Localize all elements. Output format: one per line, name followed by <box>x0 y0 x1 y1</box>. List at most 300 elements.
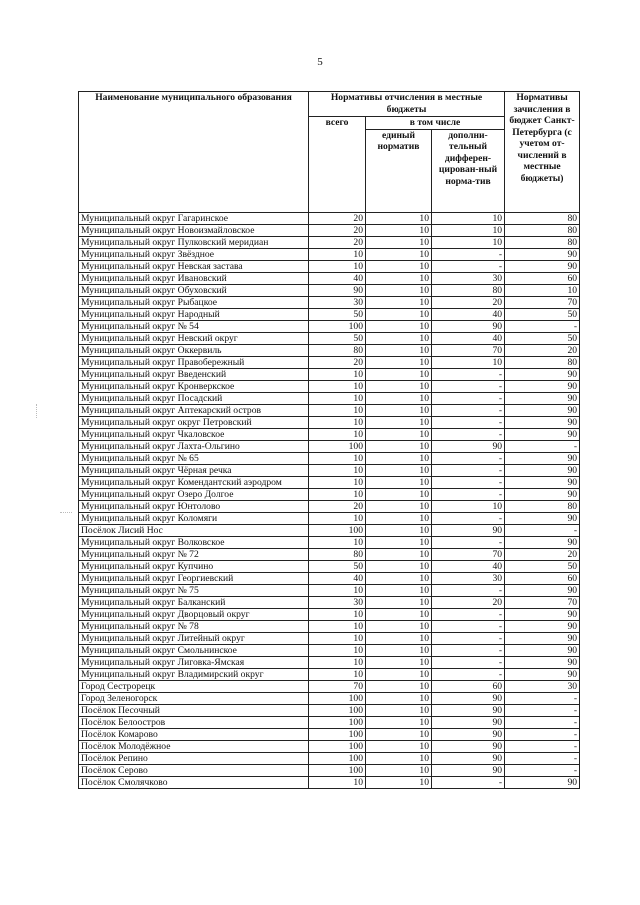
table-row <box>79 464 580 476</box>
cell-spb: 20 <box>505 548 580 560</box>
cell-unified: 10 <box>366 728 432 740</box>
cell-spb: 90 <box>505 512 580 524</box>
table-row <box>79 548 580 560</box>
table-row <box>79 596 580 608</box>
cell-additional: - <box>432 536 505 548</box>
cell-unified: 10 <box>366 596 432 608</box>
cell-total: 80 <box>309 344 366 356</box>
cell-name: Муниципальный округ № 78 <box>79 620 309 632</box>
cell-total: 20 <box>309 500 366 512</box>
table-row <box>79 752 580 764</box>
table-row <box>79 416 580 428</box>
cell-total: 70 <box>309 680 366 692</box>
cell-spb: 30 <box>505 680 580 692</box>
cell-total: 100 <box>309 440 366 452</box>
cell-unified: 10 <box>366 440 432 452</box>
cell-additional: 10 <box>432 500 505 512</box>
cell-total: 50 <box>309 560 366 572</box>
cell-total: 30 <box>309 596 366 608</box>
cell-total: 100 <box>309 524 366 536</box>
table-row <box>79 488 580 500</box>
table-row <box>79 608 580 620</box>
cell-name: Посёлок Комарово <box>79 728 309 740</box>
cell-name: Муниципальный округ Комендантский аэродром <box>79 476 309 488</box>
table-row <box>79 560 580 572</box>
table-header <box>79 92 580 213</box>
cell-additional: 90 <box>432 716 505 728</box>
cell-unified: 10 <box>366 428 432 440</box>
cell-unified: 10 <box>366 380 432 392</box>
cell-unified: 10 <box>366 752 432 764</box>
header-including: в том числе <box>366 117 505 130</box>
cell-total: 10 <box>309 536 366 548</box>
cell-additional: - <box>432 368 505 380</box>
cell-unified: 10 <box>366 392 432 404</box>
table-row <box>79 332 580 344</box>
cell-additional: - <box>432 620 505 632</box>
cell-name: Муниципальный округ Звёздное <box>79 248 309 260</box>
table-row <box>79 728 580 740</box>
cell-unified: 10 <box>366 776 432 788</box>
table-row <box>79 212 580 224</box>
table-row <box>79 776 580 788</box>
cell-unified: 10 <box>366 332 432 344</box>
table-row <box>79 308 580 320</box>
cell-additional: - <box>432 644 505 656</box>
cell-unified: 10 <box>366 716 432 728</box>
table-row <box>79 224 580 236</box>
cell-unified: 10 <box>366 560 432 572</box>
cell-total: 10 <box>309 512 366 524</box>
cell-total: 10 <box>309 416 366 428</box>
cell-additional: 90 <box>432 692 505 704</box>
header-spb: Нормативы зачисления в бюджет Санкт-Петербурга (с учетом от-числений в местные бюджеты) <box>505 92 580 213</box>
cell-unified: 10 <box>366 500 432 512</box>
table-row <box>79 572 580 584</box>
cell-unified: 10 <box>366 680 432 692</box>
cell-name: Посёлок Смолячково <box>79 776 309 788</box>
cell-spb: 90 <box>505 476 580 488</box>
cell-name: Муниципальный округ № 72 <box>79 548 309 560</box>
cell-additional: 90 <box>432 440 505 452</box>
cell-additional: 40 <box>432 332 505 344</box>
cell-unified: 10 <box>366 248 432 260</box>
table-row <box>79 248 580 260</box>
cell-additional: 10 <box>432 356 505 368</box>
cell-total: 100 <box>309 764 366 776</box>
cell-name: Муниципальный округ Юнтолово <box>79 500 309 512</box>
table-row <box>79 644 580 656</box>
cell-total: 100 <box>309 740 366 752</box>
table-row <box>79 260 580 272</box>
cell-spb: 80 <box>505 500 580 512</box>
cell-spb: 90 <box>505 392 580 404</box>
cell-name: Посёлок Серово <box>79 764 309 776</box>
table-row <box>79 680 580 692</box>
cell-additional: 70 <box>432 548 505 560</box>
cell-unified: 10 <box>366 536 432 548</box>
scan-artifact <box>36 404 45 418</box>
cell-additional: 90 <box>432 704 505 716</box>
cell-name: Муниципальный округ Георгиевский <box>79 572 309 584</box>
cell-total: 10 <box>309 368 366 380</box>
cell-additional: 60 <box>432 680 505 692</box>
cell-spb: 70 <box>505 296 580 308</box>
cell-total: 10 <box>309 380 366 392</box>
cell-total: 10 <box>309 608 366 620</box>
cell-spb: 60 <box>505 572 580 584</box>
cell-spb: 50 <box>505 308 580 320</box>
cell-unified: 10 <box>366 656 432 668</box>
cell-total: 50 <box>309 332 366 344</box>
cell-unified: 10 <box>366 572 432 584</box>
cell-unified: 10 <box>366 548 432 560</box>
table-row <box>79 620 580 632</box>
cell-name: Муниципальный округ Владимирский округ <box>79 668 309 680</box>
cell-additional: 10 <box>432 212 505 224</box>
cell-name: Муниципальный округ Балканский <box>79 596 309 608</box>
cell-additional: 90 <box>432 524 505 536</box>
cell-name: Муниципальный округ Купчино <box>79 560 309 572</box>
cell-spb: 90 <box>505 608 580 620</box>
cell-additional: 90 <box>432 764 505 776</box>
header-name: Наименование муниципального образования <box>79 92 309 213</box>
cell-additional: - <box>432 488 505 500</box>
cell-total: 10 <box>309 584 366 596</box>
cell-unified: 10 <box>366 416 432 428</box>
table-row <box>79 428 580 440</box>
cell-name: Муниципальный округ № 75 <box>79 584 309 596</box>
cell-spb: 90 <box>505 464 580 476</box>
cell-name: Муниципальный округ Обуховский <box>79 284 309 296</box>
table-row <box>79 368 580 380</box>
cell-name: Муниципальный округ Рыбацкое <box>79 296 309 308</box>
cell-spb: 90 <box>505 632 580 644</box>
cell-spb: - <box>505 440 580 452</box>
cell-spb: 90 <box>505 536 580 548</box>
header-norms-local: Нормативы отчисления в местные бюджеты <box>309 92 505 117</box>
cell-additional: - <box>432 464 505 476</box>
cell-additional: 80 <box>432 284 505 296</box>
cell-name: Муниципальный округ Народный <box>79 308 309 320</box>
cell-spb: - <box>505 320 580 332</box>
cell-name: Город Зеленогорск <box>79 692 309 704</box>
table-row <box>79 380 580 392</box>
cell-spb: 60 <box>505 272 580 284</box>
cell-total: 90 <box>309 284 366 296</box>
cell-total: 100 <box>309 716 366 728</box>
cell-name: Муниципальный округ Литейный округ <box>79 632 309 644</box>
cell-name: Муниципальный округ Лиговка-Ямская <box>79 656 309 668</box>
cell-spb: 90 <box>505 416 580 428</box>
table-row <box>79 704 580 716</box>
cell-additional: 90 <box>432 740 505 752</box>
cell-additional: 90 <box>432 728 505 740</box>
cell-total: 10 <box>309 668 366 680</box>
cell-spb: 50 <box>505 332 580 344</box>
cell-name: Муниципальный округ Смольнинское <box>79 644 309 656</box>
cell-spb: 90 <box>505 248 580 260</box>
table-row <box>79 656 580 668</box>
cell-name: Муниципальный округ Дворцовый округ <box>79 608 309 620</box>
cell-additional: - <box>432 632 505 644</box>
cell-total: 10 <box>309 392 366 404</box>
cell-additional: 40 <box>432 560 505 572</box>
cell-unified: 10 <box>366 512 432 524</box>
cell-total: 20 <box>309 224 366 236</box>
table-row <box>79 296 580 308</box>
header-additional: дополни-тельный дифферен-цирован-ный норма-тив <box>432 129 505 212</box>
cell-additional: - <box>432 584 505 596</box>
cell-spb: 90 <box>505 584 580 596</box>
cell-spb: 90 <box>505 260 580 272</box>
table-row <box>79 320 580 332</box>
cell-unified: 10 <box>366 356 432 368</box>
cell-unified: 10 <box>366 704 432 716</box>
cell-unified: 10 <box>366 236 432 248</box>
cell-name: Муниципальный округ № 65 <box>79 452 309 464</box>
cell-total: 10 <box>309 656 366 668</box>
cell-spb: - <box>505 728 580 740</box>
cell-unified: 10 <box>366 452 432 464</box>
table-row <box>79 392 580 404</box>
cell-total: 40 <box>309 272 366 284</box>
table-row <box>79 740 580 752</box>
cell-unified: 10 <box>366 488 432 500</box>
table-row <box>79 500 580 512</box>
cell-spb: 90 <box>505 644 580 656</box>
cell-total: 10 <box>309 620 366 632</box>
cell-name: Посёлок Молодёжное <box>79 740 309 752</box>
table-row <box>79 716 580 728</box>
cell-additional: - <box>432 260 505 272</box>
cell-name: Муниципальный округ Чкаловское <box>79 428 309 440</box>
cell-unified: 10 <box>366 272 432 284</box>
cell-unified: 10 <box>366 620 432 632</box>
cell-total: 40 <box>309 572 366 584</box>
cell-name: Муниципальный округ Лахта-Ольгино <box>79 440 309 452</box>
cell-spb: 70 <box>505 596 580 608</box>
cell-total: 100 <box>309 728 366 740</box>
cell-additional: 70 <box>432 344 505 356</box>
cell-unified: 10 <box>366 632 432 644</box>
cell-name: Муниципальный округ Гагаринское <box>79 212 309 224</box>
cell-name: Муниципальный округ Посадский <box>79 392 309 404</box>
table-row <box>79 668 580 680</box>
cell-additional: - <box>432 392 505 404</box>
cell-name: Муниципальный округ Озеро Долгое <box>79 488 309 500</box>
cell-name: Посёлок Репино <box>79 752 309 764</box>
cell-total: 10 <box>309 452 366 464</box>
cell-spb: 20 <box>505 344 580 356</box>
cell-additional: - <box>432 404 505 416</box>
cell-unified: 10 <box>366 764 432 776</box>
cell-total: 10 <box>309 644 366 656</box>
cell-additional: 30 <box>432 572 505 584</box>
table-row <box>79 536 580 548</box>
cell-total: 100 <box>309 704 366 716</box>
cell-unified: 10 <box>366 524 432 536</box>
table-body <box>79 212 580 788</box>
cell-unified: 10 <box>366 476 432 488</box>
cell-spb: - <box>505 716 580 728</box>
cell-name: Муниципальный округ Чёрная речка <box>79 464 309 476</box>
cell-name: Муниципальный округ Аптекарский остров <box>79 404 309 416</box>
table-row <box>79 632 580 644</box>
table-row <box>79 524 580 536</box>
cell-total: 50 <box>309 308 366 320</box>
cell-unified: 10 <box>366 740 432 752</box>
cell-name: Город Сестрорецк <box>79 680 309 692</box>
cell-name: Муниципальный округ Пулковский меридиан <box>79 236 309 248</box>
cell-total: 20 <box>309 236 366 248</box>
cell-name: Муниципальный округ Коломяги <box>79 512 309 524</box>
cell-spb: 90 <box>505 656 580 668</box>
cell-name: Муниципальный округ Невская застава <box>79 260 309 272</box>
cell-spb: 90 <box>505 452 580 464</box>
cell-additional: - <box>432 248 505 260</box>
table-row <box>79 236 580 248</box>
cell-name: Муниципальный округ Правобережный <box>79 356 309 368</box>
norms-table <box>78 91 580 789</box>
cell-name: Посёлок Песочный <box>79 704 309 716</box>
table-row <box>79 692 580 704</box>
cell-spb: - <box>505 524 580 536</box>
cell-unified: 10 <box>366 224 432 236</box>
cell-spb: 90 <box>505 776 580 788</box>
cell-name: Муниципальный округ № 54 <box>79 320 309 332</box>
cell-total: 100 <box>309 320 366 332</box>
cell-unified: 10 <box>366 344 432 356</box>
cell-unified: 10 <box>366 296 432 308</box>
cell-spb: 80 <box>505 236 580 248</box>
cell-total: 10 <box>309 632 366 644</box>
table-row <box>79 512 580 524</box>
cell-additional: 20 <box>432 596 505 608</box>
cell-spb: 90 <box>505 668 580 680</box>
cell-spb: - <box>505 692 580 704</box>
cell-total: 10 <box>309 404 366 416</box>
cell-spb: 80 <box>505 212 580 224</box>
cell-additional: 10 <box>432 224 505 236</box>
table-row <box>79 476 580 488</box>
cell-unified: 10 <box>366 692 432 704</box>
table-row <box>79 452 580 464</box>
cell-name: Посёлок Лисий Нос <box>79 524 309 536</box>
cell-spb: 90 <box>505 368 580 380</box>
cell-unified: 10 <box>366 644 432 656</box>
cell-total: 10 <box>309 428 366 440</box>
cell-spb: 50 <box>505 560 580 572</box>
cell-name: Муниципальный округ Введенский <box>79 368 309 380</box>
cell-spb: - <box>505 752 580 764</box>
cell-additional: 90 <box>432 320 505 332</box>
cell-unified: 10 <box>366 584 432 596</box>
header-total: всего <box>309 117 366 213</box>
cell-unified: 10 <box>366 260 432 272</box>
cell-additional: 90 <box>432 752 505 764</box>
scan-artifact <box>60 512 72 519</box>
cell-additional: - <box>432 608 505 620</box>
cell-name: Муниципальный округ Ивановский <box>79 272 309 284</box>
cell-name: Муниципальный округ Новоизмайловское <box>79 224 309 236</box>
page-number: 5 <box>317 56 323 68</box>
cell-unified: 10 <box>366 368 432 380</box>
cell-additional: - <box>432 380 505 392</box>
cell-additional: - <box>432 776 505 788</box>
table-row <box>79 404 580 416</box>
cell-total: 20 <box>309 212 366 224</box>
header-unified: единый норматив <box>366 129 432 212</box>
cell-additional: - <box>432 452 505 464</box>
cell-total: 20 <box>309 356 366 368</box>
cell-additional: - <box>432 512 505 524</box>
table-row <box>79 584 580 596</box>
table-row <box>79 440 580 452</box>
cell-name: Муниципальный округ Кронверкское <box>79 380 309 392</box>
cell-additional: - <box>432 428 505 440</box>
cell-name: Посёлок Белоостров <box>79 716 309 728</box>
cell-total: 100 <box>309 752 366 764</box>
cell-additional: - <box>432 656 505 668</box>
cell-additional: - <box>432 668 505 680</box>
cell-name: Муниципальный округ Оккервиль <box>79 344 309 356</box>
cell-spb: 90 <box>505 428 580 440</box>
cell-additional: 10 <box>432 236 505 248</box>
cell-unified: 10 <box>366 608 432 620</box>
cell-additional: 40 <box>432 308 505 320</box>
cell-total: 10 <box>309 776 366 788</box>
cell-total: 10 <box>309 488 366 500</box>
cell-spb: 90 <box>505 488 580 500</box>
cell-spb: - <box>505 740 580 752</box>
cell-spb: 80 <box>505 224 580 236</box>
cell-name: Муниципальный округ округ Петровский <box>79 416 309 428</box>
cell-unified: 10 <box>366 404 432 416</box>
cell-additional: 20 <box>432 296 505 308</box>
cell-spb: 10 <box>505 284 580 296</box>
cell-unified: 10 <box>366 464 432 476</box>
cell-spb: 90 <box>505 380 580 392</box>
cell-unified: 10 <box>366 320 432 332</box>
cell-unified: 10 <box>366 212 432 224</box>
cell-total: 80 <box>309 548 366 560</box>
cell-spb: - <box>505 704 580 716</box>
cell-unified: 10 <box>366 668 432 680</box>
cell-spb: - <box>505 764 580 776</box>
cell-total: 10 <box>309 476 366 488</box>
table-row <box>79 356 580 368</box>
cell-total: 100 <box>309 692 366 704</box>
cell-total: 10 <box>309 248 366 260</box>
cell-additional: - <box>432 416 505 428</box>
cell-spb: 80 <box>505 356 580 368</box>
cell-unified: 10 <box>366 308 432 320</box>
cell-total: 10 <box>309 464 366 476</box>
table-row <box>79 764 580 776</box>
cell-spb: 90 <box>505 620 580 632</box>
cell-name: Муниципальный округ Волковское <box>79 536 309 548</box>
cell-additional: - <box>432 476 505 488</box>
cell-unified: 10 <box>366 284 432 296</box>
cell-spb: 90 <box>505 404 580 416</box>
cell-name: Муниципальный округ Невский округ <box>79 332 309 344</box>
table-row <box>79 272 580 284</box>
cell-additional: 30 <box>432 272 505 284</box>
table-row <box>79 284 580 296</box>
cell-total: 10 <box>309 260 366 272</box>
table-row <box>79 344 580 356</box>
